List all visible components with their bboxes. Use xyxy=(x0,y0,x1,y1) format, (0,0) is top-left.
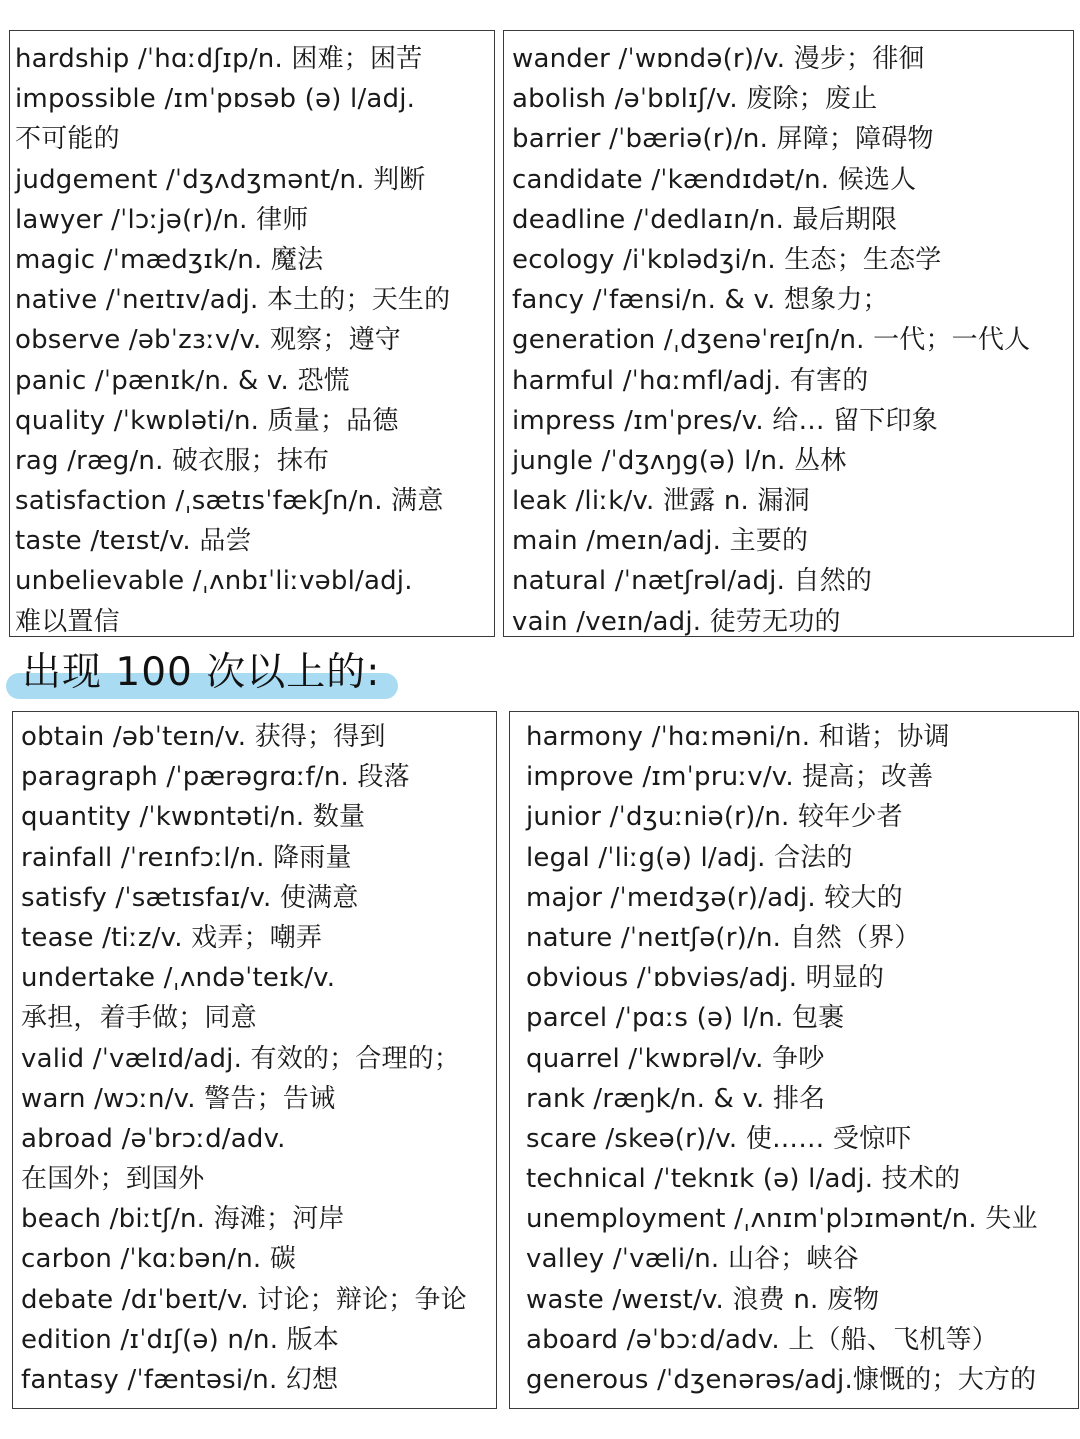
vocab-entry: 难以置信 xyxy=(15,606,120,637)
vocab-entry: generous /ˈdʒenərəs/adj.慷慨的；大方的 xyxy=(526,1365,1037,1395)
vocab-list xyxy=(512,39,1073,637)
vocab-entry: magic /ˈmædʒɪk/n. 魔法 xyxy=(15,244,324,275)
vocab-entry: hardship /ˈhɑːdʃɪp/n. 困难；困苦 xyxy=(15,44,423,74)
vocab-entry: scare /skeə(r)/v. 使…… 受惊吓 xyxy=(526,1123,912,1154)
vocab-entry: warn /wɔːn/v. 警告；告诫 xyxy=(21,1083,336,1114)
vocab-entry: debate /dɪˈbeɪt/v. 讨论；辩论；争论 xyxy=(21,1284,467,1315)
vocab-entry: 在国外；到国外 xyxy=(21,1164,205,1195)
vocab-box-top-left xyxy=(9,30,495,637)
vocab-entry: panic /ˈpænɪk/n. & v. 恐慌 xyxy=(15,365,350,396)
vocab-entry: natural /ˈnætʃrəl/adj. 自然的 xyxy=(512,566,873,597)
vocab-entry: native /ˈneɪtɪv/adj. 本土的；天生的 xyxy=(15,285,451,316)
vocab-entry: lawyer /ˈlɔːjə(r)/n. 律师 xyxy=(15,204,309,235)
vocab-entry: 承担，着手做；同意 xyxy=(21,1003,257,1034)
vocab-entry: vain /veɪn/adj. 徒劳无功的 xyxy=(512,606,841,637)
vocab-entry: observe /əbˈzɜːv/v. 观察；遵守 xyxy=(15,325,401,356)
vocab-entry: legal /ˈliːg(ə) l/adj. 合法的 xyxy=(526,842,853,873)
vocab-entry: rank /ræŋk/n. & v. 排名 xyxy=(526,1083,826,1114)
vocab-entry: junior /ˈdʒuːniə(r)/n. 较年少者 xyxy=(526,802,903,833)
vocab-box-bottom-right xyxy=(509,711,1079,1409)
vocab-entry: obtain /əbˈteɪn/v. 获得；得到 xyxy=(21,722,386,752)
vocab-entry: technical /ˈteknɪk (ə) l/adj. 技术的 xyxy=(526,1164,961,1195)
vocab-entry: harmony /ˈhɑːməni/n. 和谐；协调 xyxy=(526,722,950,752)
vocab-entry: unbelievable /ˌʌnbɪˈliːvəbl/adj. xyxy=(15,566,413,597)
vocab-entry: unemployment /ˌʌnɪmˈplɔɪmənt/n. 失业 xyxy=(526,1204,1038,1235)
vocab-entry: carbon /ˈkɑːbən/n. 碳 xyxy=(21,1244,297,1275)
vocab-entry: leak /liːk/v. 泄露 n. 漏洞 xyxy=(512,486,810,517)
vocab-entry: nature /ˈneɪtʃə(r)/n. 自然（界） xyxy=(526,922,921,953)
vocab-entry: fantasy /ˈfæntəsi/n. 幻想 xyxy=(21,1365,339,1395)
vocab-entry: satisfy /ˈsætɪsfaɪ/v. 使满意 xyxy=(21,882,359,913)
vocab-entry: quantity /ˈkwɒntəti/n. 数量 xyxy=(21,802,366,833)
vocab-entry: valley /ˈvæli/n. 山谷；峡谷 xyxy=(526,1244,859,1275)
vocab-entry: edition /ɪˈdɪʃ(ə) n/n. 版本 xyxy=(21,1324,340,1355)
vocab-entry: aboard /əˈbɔːd/adv. 上（船、飞机等） xyxy=(526,1324,998,1355)
vocab-entry: quarrel /ˈkwɒrəl/v. 争吵 xyxy=(526,1043,825,1074)
vocab-entry: beach /biːtʃ/n. 海滩；河岸 xyxy=(21,1204,345,1235)
vocab-entry: improve /ɪmˈpruːv/v. 提高；改善 xyxy=(526,762,934,793)
vocab-entry: main /meɪn/adj. 主要的 xyxy=(512,526,809,557)
vocab-entry: harmful /ˈhɑːmfl/adj. 有害的 xyxy=(512,365,869,396)
vocab-entry: impress /ɪmˈpres/v. 给… 留下印象 xyxy=(512,405,938,436)
vocab-entry: judgement /ˈdʒʌdʒmənt/n. 判断 xyxy=(15,164,426,195)
vocab-entry: undertake /ˌʌndəˈteɪk/v. xyxy=(21,963,336,994)
vocab-entry: major /ˈmeɪdʒə(r)/adj. 较大的 xyxy=(526,882,903,913)
vocab-entry: valid /ˈvælɪd/adj. 有效的；合理的； xyxy=(21,1043,461,1074)
vocab-entry: rag /ræg/n. 破衣服；抹布 xyxy=(15,445,330,476)
vocab-entry: fancy /ˈfænsi/n. & v. 想象力； xyxy=(512,285,889,316)
vocab-entry: rainfall /ˈreɪnfɔːl/n. 降雨量 xyxy=(21,842,352,873)
vocab-entry: paragraph /ˈpærəgrɑːf/n. 段落 xyxy=(21,762,410,793)
vocab-entry: tease /tiːz/v. 戏弄；嘲弄 xyxy=(21,922,323,953)
vocab-box-bottom-left xyxy=(12,711,497,1409)
vocab-entry: jungle /ˈdʒʌŋg(ə) l/n. 丛林 xyxy=(512,445,847,476)
vocab-entry: abroad /əˈbrɔːd/adv. xyxy=(21,1123,286,1154)
vocab-box-top-right xyxy=(503,30,1074,637)
vocab-entry: quality /ˈkwɒləti/n. 质量；品德 xyxy=(15,405,399,436)
vocab-list xyxy=(15,39,494,637)
vocab-entry: ecology /iˈkɒlədʒi/n. 生态；生态学 xyxy=(512,244,942,275)
section-heading xyxy=(6,648,380,698)
vocab-entry: obvious /ˈɒbviəs/adj. 明显的 xyxy=(526,963,885,994)
vocab-entry: waste /weɪst/v. 浪费 n. 废物 xyxy=(526,1284,880,1315)
vocab-entry: parcel /ˈpɑːs (ə) l/n. 包裹 xyxy=(526,1003,845,1034)
vocab-entry: barrier /ˈbæriə(r)/n. 屏障；障碍物 xyxy=(512,124,934,155)
vocab-entry: candidate /ˈkændɪdət/n. 候选人 xyxy=(512,164,917,195)
vocab-entry: abolish /əˈbɒlɪʃ/v. 废除；废止 xyxy=(512,84,878,115)
vocab-list xyxy=(526,717,1078,1400)
vocab-entry: impossible /ɪmˈpɒsəb (ə) l/adj. xyxy=(15,84,416,115)
vocab-entry: satisfaction /ˌsætɪsˈfækʃn/n. 满意 xyxy=(15,486,444,517)
vocab-entry: 不可能的 xyxy=(15,124,120,155)
vocab-entry: taste /teɪst/v. 品尝 xyxy=(15,526,252,557)
vocab-entry: generation /ˌdʒenəˈreɪʃn/n. 一代；一代人 xyxy=(512,325,1031,356)
vocab-entry: wander /ˈwɒndə(r)/v. 漫步；徘徊 xyxy=(512,44,925,74)
section-heading-text: 出现 100 次以上的: xyxy=(22,650,381,695)
vocab-entry: deadline /ˈdedlaɪn/n. 最后期限 xyxy=(512,204,898,235)
vocab-list xyxy=(21,717,496,1400)
